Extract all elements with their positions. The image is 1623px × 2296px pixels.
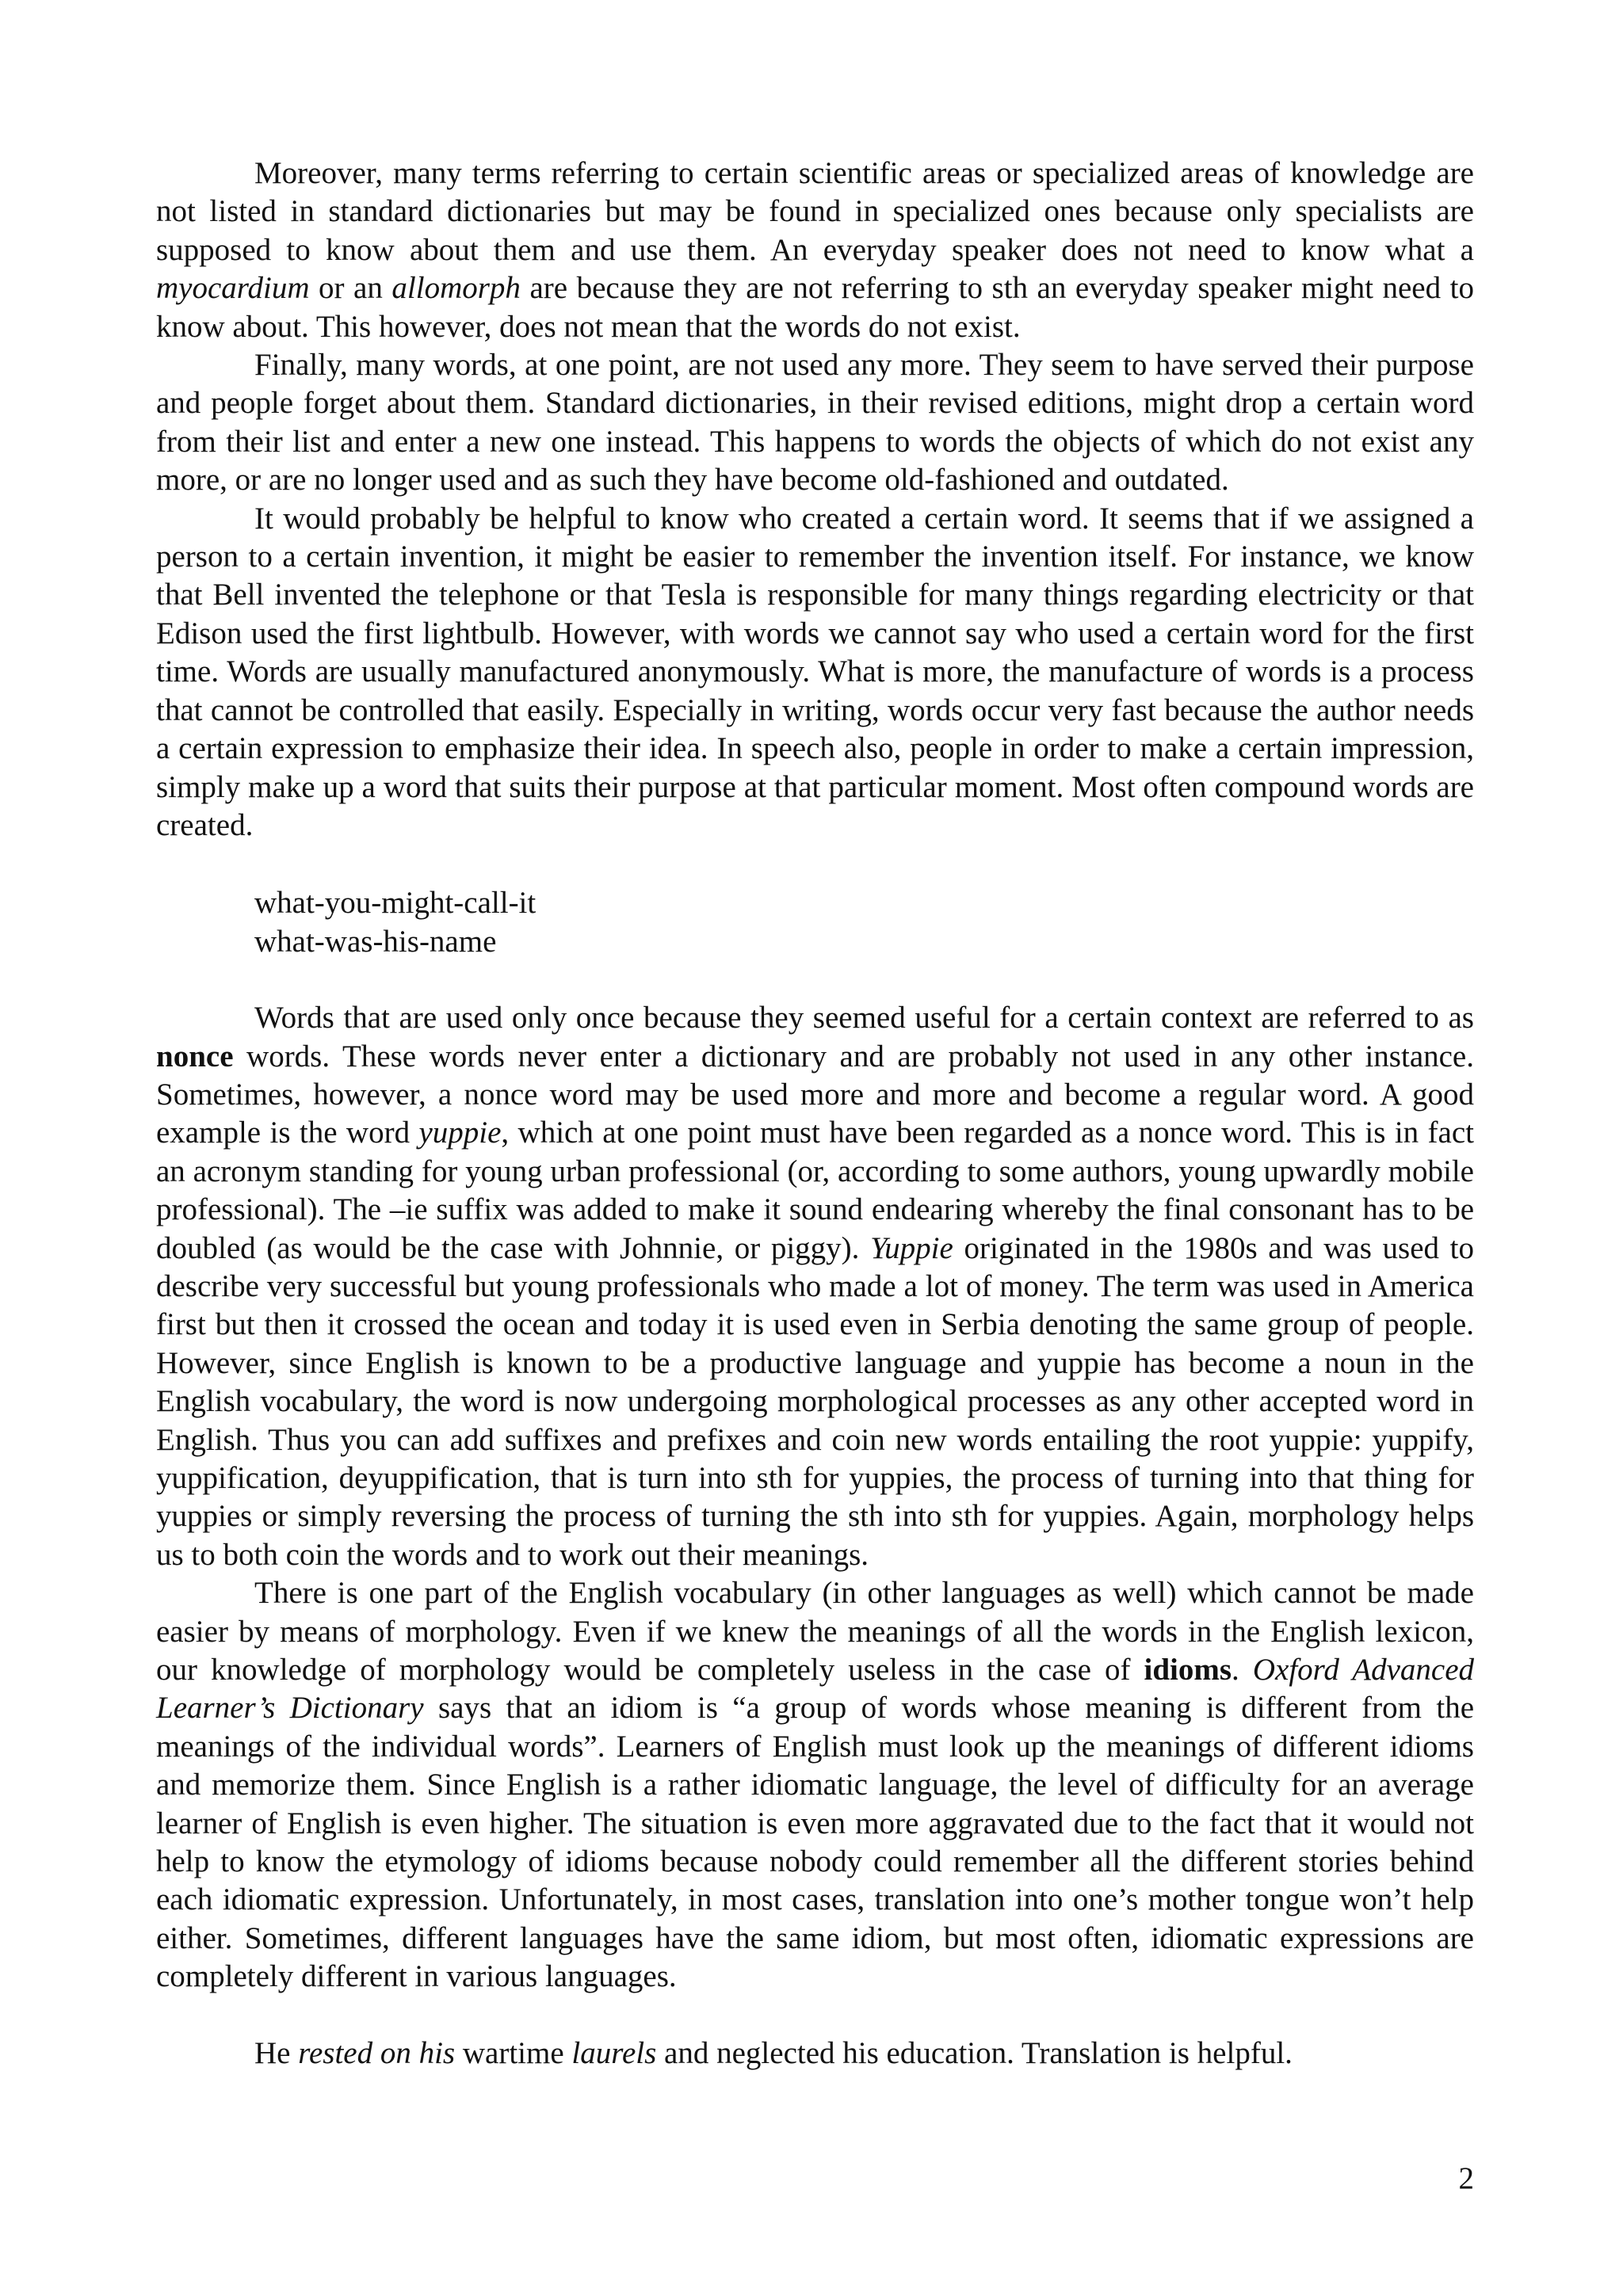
body-text-after-examples (156, 999, 1474, 1997)
text-run: . (1232, 1653, 1253, 1688)
bold-term: idioms (1144, 1653, 1232, 1688)
bold-term: nonce (156, 1039, 234, 1074)
example-list (254, 884, 1474, 961)
text-run: words. These words never enter a dictionary and are probably not used in any other instance. Sometimes, however, a nonce word may be used more and more and become a regular word. A good example is the word (156, 1039, 1474, 1150)
italic-term: laurels (571, 2035, 657, 2070)
paragraph (156, 346, 1474, 500)
example-sentence (156, 2035, 1474, 2073)
paragraph (156, 500, 1474, 845)
text-run: Moreover, many terms referring to certain scientific areas or specialized areas of knowledge are not listed in standard dictionaries but may be found in specialized ones because only specialists are supposed to know about them and use them. An everyday speaker does not need to know what a (156, 156, 1474, 267)
text-run: and neglected his education. Translation is helpful. (656, 2035, 1293, 2070)
text-run: Finally, many words, at one point, are not used any more. They seem to have served their purpose and people forget about them. Standard dictionaries, in their revised editions, might drop a certain word from their list and enter a new one instead. This happens to words the objects of which do not exist any more, or are no longer used and as such they have become old-fashioned and outdated. (156, 348, 1474, 498)
italic-term: Oxford Advanced Learner’s Dictionary (156, 1653, 1474, 1726)
paragraph (156, 154, 1474, 346)
document-page (156, 154, 1474, 2073)
text-run: or an (309, 271, 392, 306)
text-run: He (254, 2035, 299, 2070)
italic-term: allomorph (391, 271, 521, 306)
italic-term: myocardium (156, 271, 310, 306)
italic-term: rested on his (298, 2035, 456, 2070)
example-item: what-was-his-name (254, 924, 497, 959)
italic-term: yuppie (418, 1116, 502, 1150)
text-run: are because they are not referring to sth an everyday speaker might need to know about. This however, does not mean that the words do not exist. (156, 271, 1474, 344)
italic-term: Yuppie (870, 1230, 953, 1265)
page-number: 2 (1458, 2161, 1474, 2195)
text-run: says that an idiom is “a group of words whose meaning is different from the meanings of the individual words”. Learners of English must look up the meanings of different idioms and memorize them. Since English is a rather idiomatic language, the level of difficulty for an average learner of English is even higher. The situation is even more aggravated due to the fact that it would not help to know the etymology of idioms because nobody could remember all the different stories behind each idiomatic expression. Unfortunately, in most cases, translation into one’s mother tongue won’t help either. Sometimes, different languages have the same idiom, but most often, idiomatic expressions are completely different in various languages. (156, 1691, 1475, 1994)
text-run: It would probably be helpful to know who created a certain word. It seems that if we assigned a person to a certain invention, it might be easier to remember the invention itself. For instance, we know that Bell invented the telephone or that Tesla is responsible for many things regarding electricity or that Edison used the first lightbulb. However, with words we cannot say who used a certain word for the first time. Words are usually manufactured anonymously. What is more, the manufacture of words is a process that cannot be controlled that easily. Especially in writing, words occur very fast because the author needs a certain expression to emphasize their idea. In speech also, people in order to make a certain impression, simply make up a word that suits their purpose at that particular moment. Most often compound words are created. (156, 501, 1474, 842)
paragraph (156, 999, 1474, 1574)
text-run: wartime (455, 2035, 572, 2070)
body-text-before-examples (156, 154, 1474, 845)
example-item: what-you-might-call-it (254, 886, 537, 921)
paragraph (156, 1574, 1474, 1996)
text-run: , which at one point must have been regarded as a nonce word. This is in fact an acronym standing for young urban professional (or, according to some authors, young upwardly mobile professional). The –ie suffix was added to make it sound endearing whereby the final consonant has to be doubled (as would be the case with Johnnie, or piggy). (156, 1116, 1474, 1265)
text-run: There is one part of the English vocabulary (in other languages as well) which cannot be made easier by means of morphology. Even if we knew the meanings of all the words in the English lexicon, our knowledge of morphology would be completely useless in the case of (156, 1576, 1474, 1688)
text-run: originated in the 1980s and was used to describe very successful but young professionals who made a lot of money. The term was used in America first but then it crossed the ocean and today it is used even in Serbia denoting the same group of people. However, since English is known to be a productive language and yuppie has become a noun in the English vocabulary, the word is now undergoing morphological processes as any other accepted word in English. Thus you can add suffixes and prefixes and coin new words entailing the root yuppie: yuppify, yuppification, deyuppification, that is turn into sth for yuppies, the process of turning into that thing for yuppies or simply reversing the process of turning the sth into sth for yuppies. Again, morphology helps us to both coin the words and to work out their meanings. (156, 1230, 1475, 1572)
text-run: Words that are used only once because they seemed useful for a certain context are referred to as (254, 1001, 1474, 1035)
